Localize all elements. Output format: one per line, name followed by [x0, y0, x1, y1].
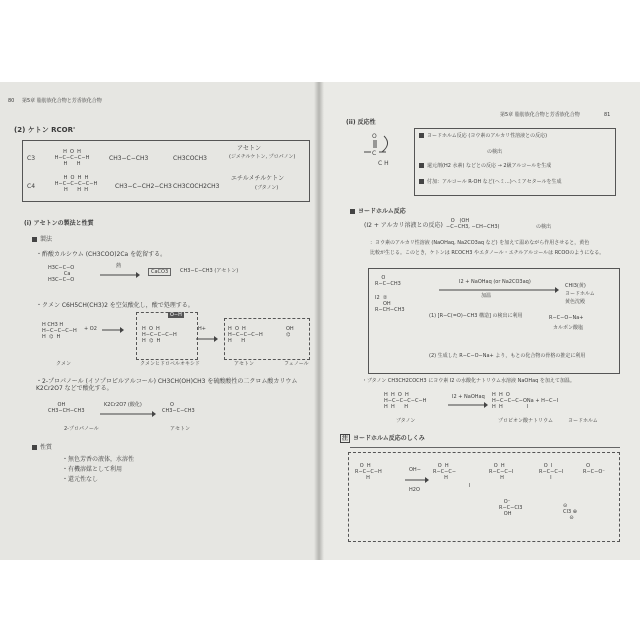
note-2: (2) 生成した R−C−O−Na+ より，もとの化合物の骨格の推定に利用	[429, 353, 586, 359]
mech-step-2: O H R−C−C− H	[433, 463, 457, 481]
phenol-icon: OH ⌬	[286, 326, 294, 338]
row2-condensed: CH3COCH2CH3	[173, 183, 220, 190]
square-bullet-icon	[32, 445, 37, 450]
summary-line-4	[419, 179, 562, 185]
method3-text: ・2-プロパノール (イソプロピルアルコール) CH3CH(OH)CH3 を硫酸酸性の二クロム酸カリウム K2Cr2O7 などで酸化する。	[36, 378, 298, 392]
left-page-number: 80	[8, 98, 15, 104]
propionate-name: プロピオン酸ナトリウム	[498, 418, 553, 424]
reaction-arrow-icon	[100, 270, 140, 280]
arrow-icon	[102, 325, 124, 335]
production-heading-label: 製法	[40, 236, 53, 243]
iodoform-product: CHI3(黄)	[565, 283, 586, 289]
summary-line-1	[419, 133, 547, 139]
square-bullet-icon	[419, 163, 424, 168]
method1-text: ・酢酸カルシウム (CH3COO)2Ca を乾留する。	[36, 251, 167, 258]
summary-line-4-text: 付加：アルコール R-OH など(ヘミ…)ヘミアセタールを生成	[427, 179, 562, 185]
row1-condensed: CH3COCH3	[173, 155, 207, 162]
iodoform-text-1: (I2 + アルカリ溶液との反応)	[364, 222, 443, 229]
mechanism-title: ヨードホルム反応のしくみ	[353, 435, 425, 442]
methyl-ketone-group: O (OH −C−CH3, −CH−CH3)	[446, 218, 500, 230]
acid-label: H+	[198, 326, 206, 332]
properties-heading-label: 性質	[40, 444, 53, 451]
mech-step-7: ⊝ CI3 ⊕ ⊝	[563, 503, 577, 521]
mech-step-5: O R−C−O⁻	[583, 463, 605, 475]
iodoform-text-2: の検出	[536, 224, 552, 230]
square-bullet-icon	[350, 209, 355, 214]
butanone-name: ブタノン	[396, 418, 416, 424]
note-1: (1) [R−C(=O)−CH3 構造] の検出に利用	[429, 313, 523, 319]
arrow-icon	[100, 409, 156, 419]
method3-product-struct: O CH3−C−CH3	[162, 402, 195, 414]
mechanism-box	[348, 452, 620, 542]
left-running-head: 第5章 脂肪族化合物と芳香族化合物	[22, 98, 102, 104]
row2-struct: H O H H H−C−C−C−C−H H H H	[54, 175, 98, 193]
acetone-subtitle: (i) アセトンの製法と性質	[24, 220, 94, 227]
calcium-acetate-struct: H3C−C−O Ca H3C−C−O	[48, 265, 75, 283]
summary-line-1-text: ヨードホルム反応 (ヨウ素のアルカリ性溶液との反応)	[427, 133, 548, 139]
carbonyl-reactivity-diagram	[358, 130, 398, 170]
reactivity-title: (ii) 反応性	[346, 119, 376, 126]
arrow-icon	[448, 400, 488, 410]
methyl-ketone-struct: O R−C−CH3	[375, 275, 401, 287]
row1-name: アセトン	[237, 145, 261, 152]
mech-step-1: O H R−C−C−H H	[355, 463, 382, 481]
production-heading	[32, 236, 52, 243]
hydroperoxide-struct: H O H H−C−C−C−H H ⌬ H	[142, 326, 177, 344]
iodoform-heading-label: ヨードホルム反応	[358, 208, 406, 215]
note-tag: 注	[342, 435, 349, 442]
hydroperoxide-name: クメンヒドロペルオキシド	[140, 361, 200, 367]
oxy-group-label: O−H	[170, 312, 182, 318]
iodoform-text-3: ：ヨウ素のアルカリ性溶液 (NaOHaq, Na2CO3aq など) を加えて温めながら作用させると，黄色	[370, 240, 590, 246]
mech-step-6: O⁻ R−C−CI3 OH	[499, 499, 523, 517]
row1-formula: CH3−C−CH3	[109, 155, 149, 162]
butanone-text: ・ブタノン CH3CH2COCH3 にヨウ素 I2 の水酸化ナトリウム水溶液 NaOHaq を加えて加温。	[362, 378, 575, 384]
row1-alias: (ジメチルケトン, プロパノン)	[229, 154, 296, 160]
arrow-icon	[439, 285, 559, 295]
carboxylate-name: カルボン酸塩	[553, 325, 584, 331]
heat-label-right: 加温	[481, 293, 492, 299]
property-3: ・還元性なし	[62, 476, 99, 483]
row2-label: C4	[27, 183, 36, 190]
water-label: H2O	[409, 487, 420, 493]
iodoform-product-sub: 黄色沈殿	[565, 299, 586, 305]
arrow-icon	[405, 475, 429, 485]
iodoform-reaction-box	[368, 268, 620, 374]
propanol-name: 2-プロパノール	[64, 426, 99, 432]
cumene-name: クメン	[56, 361, 71, 367]
propanol-struct: OH CH3−CH−CH3	[48, 402, 85, 414]
oxidant-label: K2Cr2O7 (酸化)	[104, 402, 142, 408]
square-bullet-icon	[419, 179, 424, 184]
summary-line-3-text: 還元剤(H2 水素) などとの反応 → 2級アルコールを生成	[427, 163, 552, 169]
mech-step-4: O I R−C−C−I I	[539, 463, 564, 481]
row1-label: C3	[27, 155, 36, 162]
method1-product: CH3−C−CH3 (アセトン)	[180, 268, 239, 274]
butanone-struct: H H O H H−C−C−C−C−H H H H	[384, 392, 427, 410]
reactivity-summary-box	[414, 128, 616, 196]
section-title-ketone: (2) ケトン RCOR'	[14, 126, 76, 134]
summary-line-3	[419, 163, 551, 169]
property-2: ・有機溶媒として利用	[62, 466, 123, 473]
alcohol-struct: I2 ② OH R−CH−CH3	[375, 295, 405, 313]
heat-label: 熱	[116, 263, 122, 269]
phenol-name: フェノール	[284, 361, 309, 367]
mechanism-heading	[340, 435, 425, 442]
acetone-struct: H O H H−C−C−C−H H H	[228, 326, 263, 344]
properties-heading	[32, 444, 52, 451]
arrow-icon	[196, 334, 218, 344]
propionate-struct: H H O H−C−C−C−ONa + H−C−I H H I	[492, 392, 559, 410]
iodoform-product-name: ヨードホルム	[565, 291, 595, 297]
right-page-number: 81	[604, 112, 611, 118]
butanone-reagent: I2 + NaOHaq	[452, 394, 485, 400]
row2-name: エチルメチルケトン	[231, 175, 285, 182]
divider-line	[350, 447, 620, 448]
book-gutter	[314, 82, 324, 560]
base-label: OH−	[409, 467, 421, 473]
right-running-head: 第5章 脂肪族化合物と芳香族化合物	[500, 112, 580, 118]
reagent-label: I2 + NaOHaq (or Na2CO3aq)	[459, 279, 531, 285]
acetone-name: アセトン	[234, 361, 254, 367]
oxygen-reagent: + O2	[84, 326, 97, 332]
square-bullet-icon	[419, 133, 424, 138]
iodoform-heading	[350, 208, 406, 215]
row1-struct: H O H H−C−C−C−H H H	[54, 149, 90, 167]
carboxylate-struct: R−C−O−Na+	[549, 315, 584, 321]
row2-alias: (ブタノン)	[255, 185, 279, 191]
iodoform-text-4: 比較が生じる。このとき，ケトンは RCOCH3 やエタノール・エチルアルコールは RCOOのようになる。	[370, 250, 605, 256]
svg-text:C H: C H	[378, 160, 389, 167]
byproduct-label: CaCO3	[148, 268, 171, 276]
iodoform-name: ヨードホルム	[568, 418, 598, 424]
row2-formula: CH3−C−CH2−CH3	[115, 183, 172, 190]
summary-line-2: の検出	[487, 149, 503, 155]
svg-text:C: C	[372, 150, 377, 157]
svg-text:O: O	[372, 133, 377, 140]
square-bullet-icon	[32, 237, 37, 242]
ketone-table	[22, 140, 310, 202]
method3-product-name: アセトン	[170, 426, 190, 432]
iodine-label: I	[469, 483, 471, 489]
cumene-struct: H CH3 H H−C−C−C−H H ⌬ H	[42, 322, 77, 340]
method2-text: ・クメン C6H5CH(CH3)2 を空気酸化し，酸で処理する。	[36, 302, 194, 309]
property-1: ・無色芳香の液体，水溶性	[62, 456, 135, 463]
mech-step-3: O H R−C−C−I H	[489, 463, 514, 481]
